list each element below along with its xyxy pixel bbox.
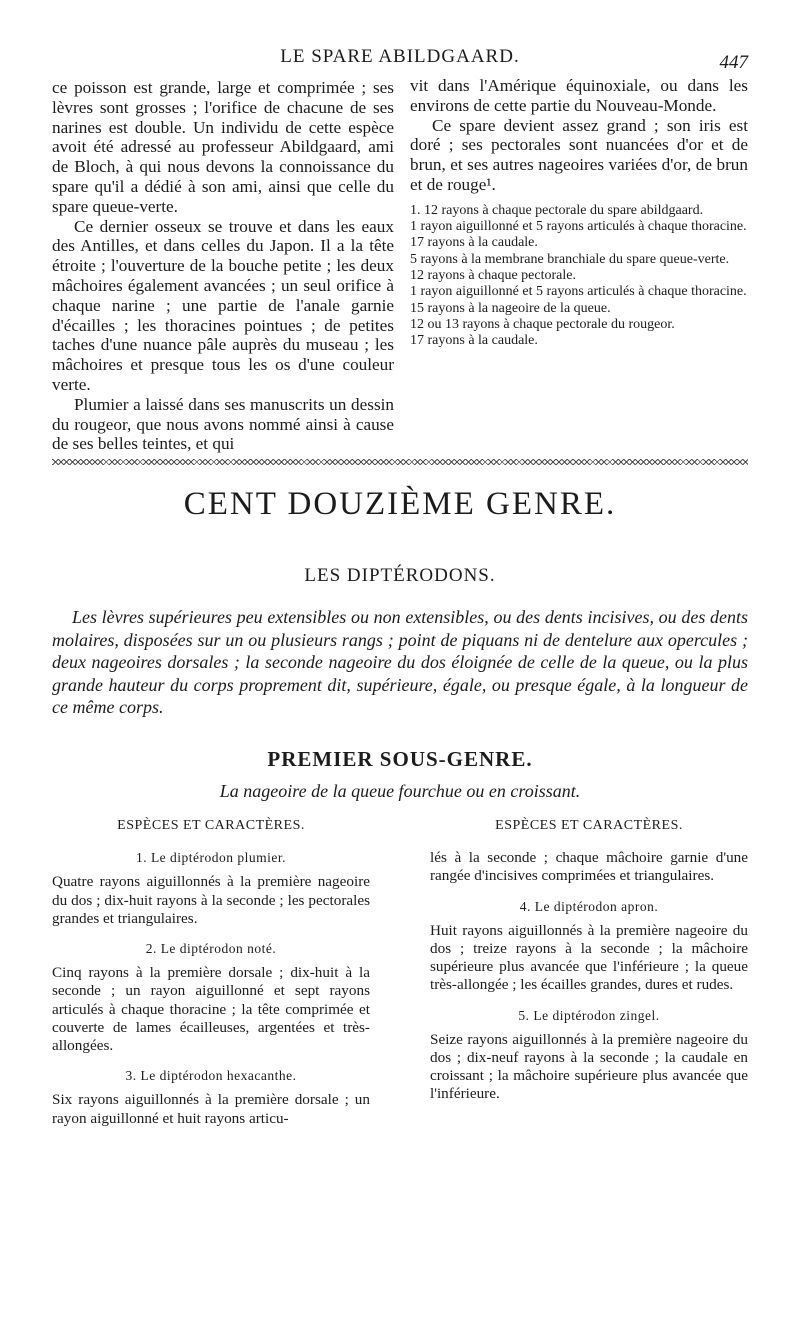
subgenre-description: La nageoire de la queue fourchue ou en croissant. <box>219 781 581 801</box>
species-heading: 5. Le diptérodon zingel. <box>518 1007 660 1023</box>
footnote: 5 rayons à la membrane branchiale du spare queue-verte. <box>410 251 730 267</box>
species-heading: 2. Le diptérodon noté. <box>145 941 277 957</box>
species-heading: 1. Le diptérodon plumier. <box>135 850 287 866</box>
column-heading: ESPÈCES ET CARACTÈRES. <box>117 818 305 833</box>
footnote: 12 rayons à chaque pectorale. <box>410 267 576 283</box>
footnote: 1 rayon aiguillonné et 5 rayons articulés à chaque thoracine. <box>410 284 747 300</box>
page-header <box>52 46 748 76</box>
paragraph: Ce dernier osseux se trouve et dans les eaux des Antilles, et dans celles du Japon. Il a la tête étroite ; l'ouverture de la bouche petite ; les deux mâchoires également avancées ; un seul orifice à chaque narine ; une partie de l'anale garnie d'écailles ; les thoracines pointues ; de petites taches d'une nuance pâle auprès du museau ; les mâchoires et presque tous les os d'une couleur verte. <box>52 216 394 394</box>
page-number: 447 <box>719 52 748 73</box>
left-column-text <box>52 78 394 454</box>
footnote: 1 rayon aiguillonné et 5 rayons articulés à chaque thoracine. <box>410 219 747 235</box>
species-text: lés à la seconde ; chaque mâchoire garnie d'une rangée d'incisives comprimées et triangulaires. <box>430 849 748 885</box>
footnote: 17 rayons à la caudale. <box>410 333 538 349</box>
species-text: Six rayons aiguillonnés à la première dorsale ; un rayon aiguillonné et huit rayons articu- <box>52 1091 370 1127</box>
paragraph: vit dans l'Amérique équinoxiale, ou dans les environs de cette partie du Nouveau-Monde. <box>410 76 748 115</box>
footnote: 17 rayons à la caudale. <box>410 235 538 251</box>
genre-description: Les lèvres supérieures peu extensibles ou non extensibles, ou des dents incisives, ou des dents molaires, disposées sur un ou plusieurs rangs ; point de piquans ni de dentelure aux opercules ; deux nageoires dorsales ; la seconde nageoire du dos éloignée de celle de la queue, ou la plus grande hauteur du corps proprement dit, supérieure, égale, ou presque égale, à la longueur de ce même corps. <box>52 607 748 717</box>
species-text: Seize rayons aiguillonnés à la première nageoire du dos ; dix-neuf rayons à la seconde ; la caudale en croissant ; la mâchoire supérieure plus avancée que l'inférieure. <box>430 1030 748 1103</box>
footnote: 12 ou 13 rayons à chaque pectorale du rougeor. <box>410 316 675 332</box>
paragraph: Plumier a laissé dans ses manuscrits un dessin du rougeor, que nous avons nommé ainsi à cause de ses belles teintes, et qui <box>52 394 394 454</box>
paragraph: ce poisson est grande, large et comprimée ; ses lèvres sont grosses ; l'orifice de chacune de ses narines est double. Un individu de cette espèce avoit été adressé au professeur Abildgaard, ami de Bloch, à qui nous devons la connoissance du spare qu'il a dédié à son ami, ainsi que celle du spare queue-verte. <box>52 78 394 216</box>
genre-title: CENT DOUZIÈME GENRE. <box>183 486 617 522</box>
footnotes <box>410 203 748 350</box>
footnote: 15 rayons à la nageoire de la queue. <box>410 300 611 316</box>
species-left-column <box>52 817 370 1128</box>
species-right-column <box>430 817 748 1104</box>
species-text: Huit rayons aiguillonnés à la première nageoire du dos ; treize rayons à la seconde ; la mâchoire supérieure plus avancée que l'inférieure ; la queue très-allongée ; les écailles grandes, dures et rudes. <box>430 921 748 994</box>
paragraph: Ce spare devient assez grand ; son iris est doré ; ses pectorales sont nuancées d'or et de brun, et ses autres nageoires variées d'or, de brun et de rouge¹. <box>410 115 748 194</box>
genre-name: LES DIPTÉRODONS. <box>304 565 496 586</box>
wavy-divider <box>52 459 748 465</box>
right-column-text <box>410 76 748 349</box>
footnote: 1. 12 rayons à chaque pectorale du spare abildgaard. <box>410 202 704 218</box>
species-heading: 4. Le diptérodon apron. <box>519 898 659 914</box>
column-heading: ESPÈCES ET CARACTÈRES. <box>495 818 683 833</box>
species-text: Cinq rayons à la première dorsale ; dix-huit à la seconde ; un rayon aiguillonné et sept rayons articulés à chaque thoracine ; la tête comprimée et couverte de lames écailleuses, argentées et très-allongées. <box>52 964 370 1055</box>
species-text: Quatre rayons aiguillonnés à la première nageoire du dos ; dix-huit rayons à la seconde ; les pectorales grandes et triangulaires. <box>52 873 370 927</box>
species-heading: 3. Le diptérodon hexacanthe. <box>125 1068 297 1084</box>
subgenre-title: PREMIER SOUS-GENRE. <box>267 747 533 771</box>
running-head: LE SPARE ABILDGAARD. <box>280 46 520 67</box>
